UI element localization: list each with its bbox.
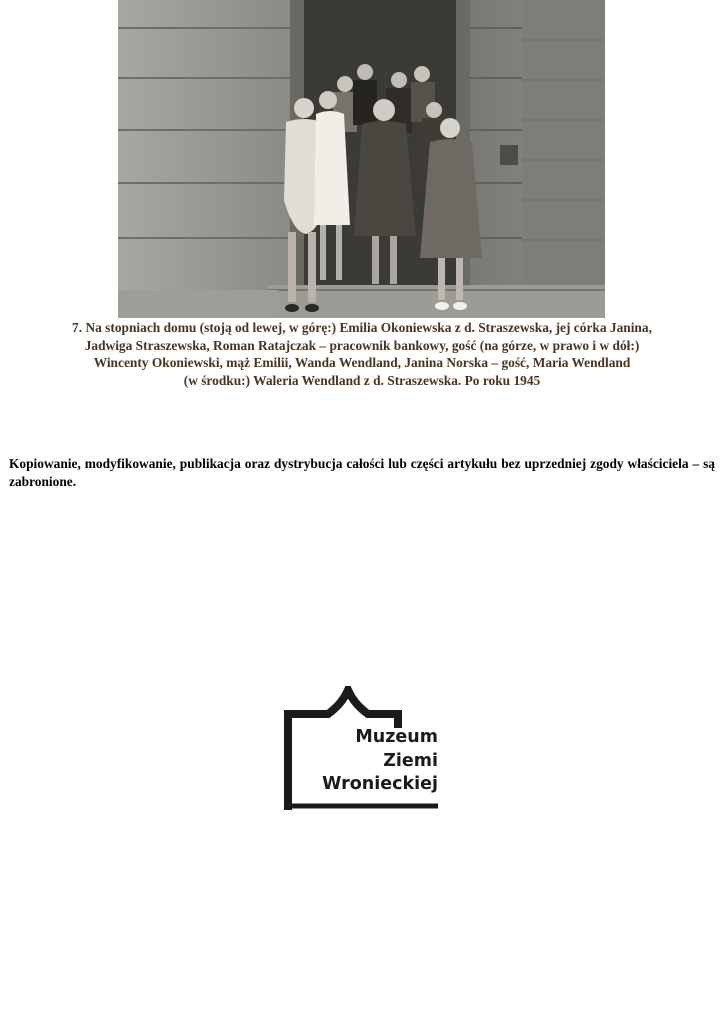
caption-line: (w środku:) Waleria Wendland z d. Straszewska. Po roku 1945 — [183, 372, 541, 388]
museum-logo — [284, 686, 444, 812]
photo-caption — [30, 319, 694, 389]
caption-line: Wincenty Okoniewski, mąż Emilii, Wanda Wendland, Janina Norska – gość, Maria Wendland — [93, 355, 631, 370]
historical-group-photo — [118, 0, 605, 318]
museum-logo-text — [314, 726, 438, 797]
logo-line: Wronieckiej — [322, 774, 438, 794]
caption-line: Jadwiga Straszewska, Roman Ratajczak – pracownik bankowy, gość (na górze, w prawo i w dół:) — [84, 337, 640, 353]
copyright-notice: Kopiowanie, modyfikowanie, publikacja oraz dystrybucja całości lub części artykułu bez uprzedniej zgody właściciela – są zabronione. — [9, 456, 715, 489]
logo-line: Muzeum — [355, 727, 438, 747]
caption-line: 7. Na stopniach domu (stoją od lewej, w górę:) Emilia Okoniewska z d. Straszewska, jej córka Janina, — [72, 320, 652, 335]
photo-image — [118, 0, 605, 318]
logo-line: Ziemi — [383, 750, 438, 771]
